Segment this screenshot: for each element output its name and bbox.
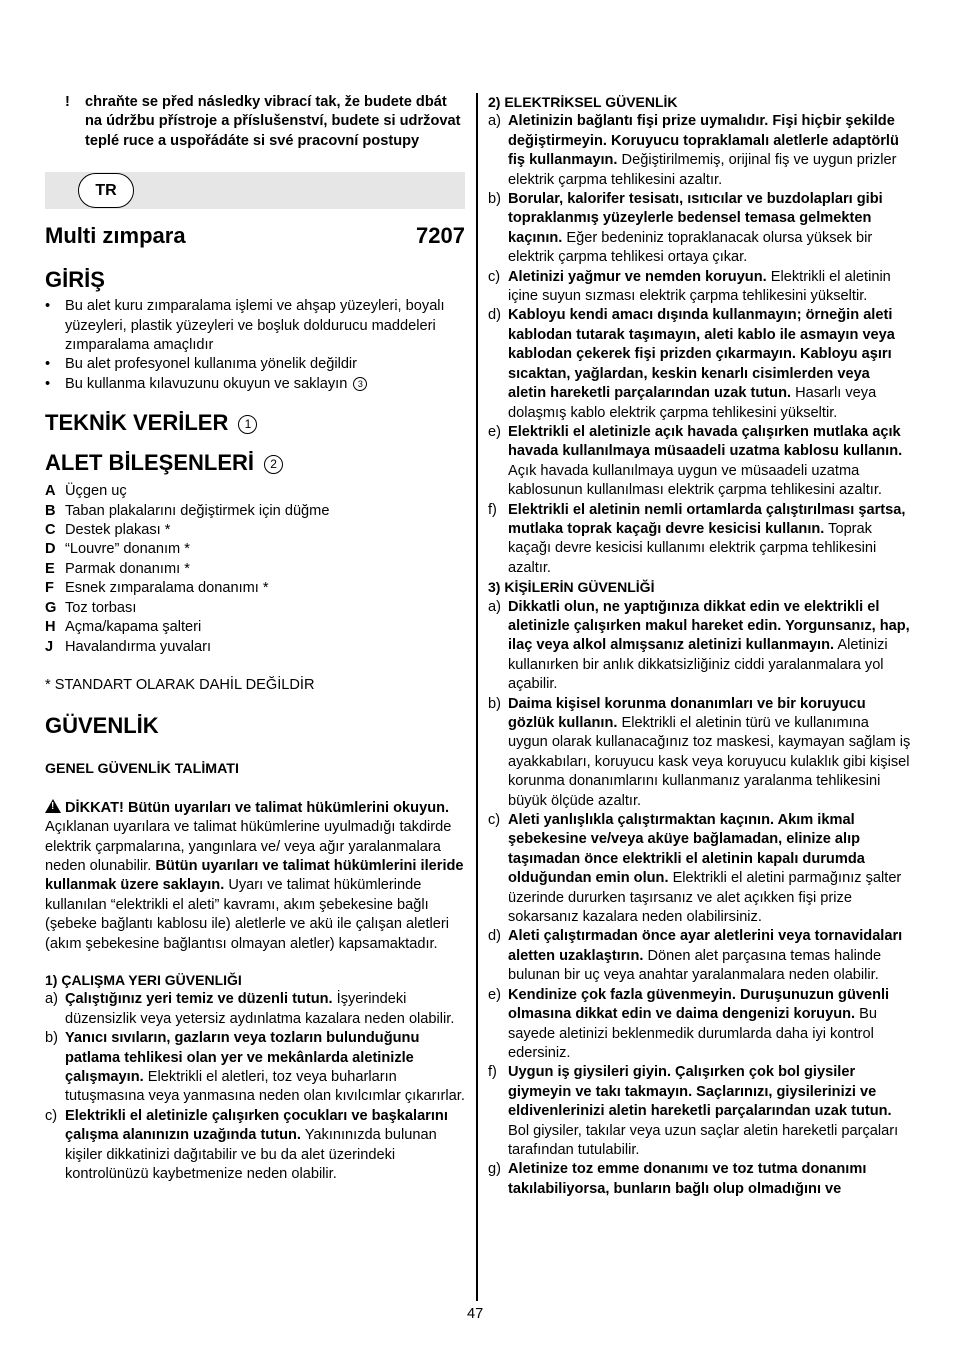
list-item: b) Daima kişisel korunma donanımları ve bir koruyucu gözlük kullanın. Elektrikli el aletinin türü ve kullanımına uygun olarak kullanacağınız toz maskesi, kaymayan sağlam iş ayakkabıları, koruyucu kask veya koruyucu kulaklık gibi kişisel korunma donanımlarını kullanmanız yaralanma tehlikesini büyük ölçüde azaltır. — [488, 695, 911, 809]
personal-safety-heading: 3) KİŞİLERİN GÜVENLİĞİ — [488, 579, 655, 596]
list-item: J Havalandırma yuvaları — [45, 638, 212, 655]
bullet-text: Bu alet kuru zımparalama işlemi ve ahşap yüzeyleri, boyalı yüzeyleri, plastik yüzeyleri ve boşluk doldurucu maddeleri zımparalama amaçlıdır — [65, 298, 445, 354]
language-badge: TR — [78, 173, 134, 208]
list-item: C Destek plakası * — [45, 522, 171, 539]
list-item: a) Aletinizin bağlantı fişi prize uymalıdır. Fişi hiçbir şekilde değiştirmeyin. Koruyucu topraklamalı aletlerle adaptörlü fiş kullanmayın. Değiştirilmemiş, orijinal fiş ve uygun prizler elektrik çarpma tehlikesini azaltır. — [488, 113, 899, 188]
product-title-row — [45, 221, 465, 251]
technical-data-heading: TEKNİK VERİLER 1 — [45, 408, 465, 438]
list-item: d) Aleti çalıştırmadan önce ayar aletlerini veya tornavidaları aletten uzaklaştırın. Dönen alet parçasına temas halinde bulunan bir uç veya anahtar yaralanmalara neden olabilir. — [488, 928, 903, 984]
list-item: c) Elektrikli el aletinizle çalışırken çocukları ve başkalarını çalışma alanınızın uzağında tutun. Yakınınızda bulunan kişiler dikkatinizi dağıtabilir ve bu da alet üzerindeki kontrolünüzü kaybetmenize neden olabilir. — [45, 1107, 448, 1183]
list-item: a) Çalıştığınız yeri temiz ve düzenli tutun. İşyerindeki düzensizlik veya yetersiz aydınlatma kazalara neden olabilir. — [45, 991, 455, 1027]
intro-heading: GİRİŞ — [45, 267, 105, 293]
intro-bullets — [45, 297, 465, 394]
list-item: H Açma/kapama şalteri — [45, 619, 202, 636]
list-item: F Esnek zımparalama donanımı * — [45, 580, 269, 597]
list-item: e) Elektrikli el aletinizle açık havada çalışırken mutlaka açık havada kullanılmaya müsaadeli uzatma kablosu kullanın. Açık havada kullanılmaya uygun ve müsaadeli uzatma kablosunun kullanılması elektrik çarpma tehlikesini azaltır. — [488, 423, 903, 499]
list-item: • Bu alet kuru zımparalama işlemi ve ahşap yüzeyleri, boyalı yüzeyleri, plastik yüzeyleri ve boşluk doldurucu maddeleri zımparalama amaçlıdır — [45, 297, 465, 355]
list-item: d) Kabloyu kendi amacı dışında kullanmayın; örneğin aleti kablodan tutarak taşımayın, aleti kablo ile asmayın veya kablodan çekerek fişi prizden çıkarmayın. Kabloyu aşırı sıcaktan, yağlardan, keskin kenarlı cisimlerden veya aletin hareketli parçalarından uzak tutun. Hasarlı veya dolaşmış kablo elektrik çarpma tehlikesini yükseltir. — [488, 307, 895, 421]
electrical-safety-heading: 2) ELEKTRİKSEL GÜVENLİK — [488, 94, 678, 110]
previous-note-text: chraňte se před následky vibrací tak, že budete dbát na údržbu přístroje a příslušenství, budete si udržovat teplé ruce a uspořádáte si své pracovní postupy — [85, 94, 461, 149]
list-item: E Parmak donanımı * — [45, 560, 190, 577]
safety-heading: GÜVENLİK — [45, 713, 159, 739]
components-heading: ALET BİLEŞENLERİ 2 — [45, 448, 465, 478]
list-item: f) Uygun iş giysileri giyin. Çalışırken çok bol giysiler giymeyin ve takı takmayın. Saçlarınızı, giysilerinizi ve eldivenlerinizi aletin hareketli parçalarından uzak tutun. Bol giysiler, takılar veya uzun saçlar aletin hareketli parçaları tarafından tutulabilir. — [488, 1064, 899, 1158]
product-name: Multi zımpara — [45, 223, 186, 249]
column-divider — [476, 93, 478, 1301]
language-bar — [45, 172, 465, 209]
list-item: f) Elektrikli el aletinin nemli ortamlarda çalıştırılması şartsa, mutlaka toprak kaçağı devre kesicisi kullanın. Toprak kaçağı devre kesicisi kullanımı elektrik çarpma tehlikesini azaltır. — [488, 501, 906, 576]
footnote: * STANDART OLARAK DAHİL DEĞİLDİR — [45, 676, 315, 693]
warning-triangle-icon — [45, 799, 61, 813]
figure-ref: 2 — [264, 455, 283, 474]
list-item: c) Aleti yanlışlıkla çalıştırmaktan kaçının. Akım ikmal şebekesine ve/veya aküye bağlamadan, elinize alıp taşımadan önce elektrikli el aletinin kapalı durumda olduğundan emin olun. Elektrikli el aletini parmağınız şalter üzerinde dururken taşırsanız ve alet açıkken fişi prize sokarsanız kazalara neden olabilirsiniz. — [488, 812, 902, 926]
previous-section-note — [65, 93, 465, 151]
product-model: 7207 — [416, 223, 465, 249]
list-item: g) Aletinize toz emme donanımı ve toz tutma donanımı takılabiliyorsa, bunların bağlı olup olmadığını ve — [488, 1161, 867, 1197]
list-item: G Toz torbası — [45, 599, 137, 616]
figure-ref: 1 — [238, 415, 257, 434]
bullet-text: Bu alet profesyonel kullanıma yönelik değildir — [65, 356, 358, 373]
bullet-text: Bu kullanma kılavuzunu okuyun ve saklayın — [65, 375, 348, 392]
figure-ref: 3 — [353, 377, 367, 391]
components-list — [45, 482, 465, 657]
page-number: 47 — [467, 1306, 484, 1322]
warning-paragraph: !DİKKAT! Bütün uyarıları ve talimat hükümlerini okuyun. Açıklanan uyarılara ve talimat hükümlerine uyulmadığı takdirde elektrik çarpmalarına, yangınlara ve/ veya ağır yaralanmalara neden olunabilir. Bütün uyarıları ve talimat hükümlerini ileride kullanmak üzere saklayın. Uyarı ve talimat hükümlerinde kullanılan “elektrikli el aleti” kavramı, akım şebekesine bağlı (şebeke bağlantı kablosu ile) aletlerle ve akü ile çalışan aletleri (akım şebekesine bağlantısı olmayan aletler) kapsamaktadır. — [45, 799, 465, 954]
general-safety-heading: GENEL GÜVENLİK TALİMATI — [45, 761, 239, 778]
list-item: a) Dikkatli olun, ne yaptığınıza dikkat edin ve elektrikli el aletinizle çalışırken makul hareket edin. Yorgunsanız, hap, ilaç veya alkol almışsanız aletinizi kullanmayın. Aletinizi kullanırken bir anlık dikkatsizliğiniz ciddi yaralanmalara yol açabilir. — [488, 598, 910, 693]
list-item: • Bu kullanma kılavuzunu okuyun ve saklayın 3 — [45, 375, 465, 394]
list-item: B Taban plakalarını değiştirmek için düğme — [45, 502, 330, 519]
list-item: b) Yanıcı sıvıların, gazların veya tozların bulunduğunu patlama tehlikesi olan yer ve mekânlarda aletinizle çalışmayın. Elektrikli el aletleri, toz veya buharların tutuşmasına veya yanmasına neden olan kıvılcımlar çıkarırlar. — [45, 1030, 465, 1105]
list-item: • Bu alet profesyonel kullanıma yönelik değildir — [45, 355, 465, 374]
list-item: D “Louvre” donanım * — [45, 541, 190, 558]
exclamation-mark: ! — [65, 94, 70, 110]
list-item: c) Aletinizi yağmur ve nemden koruyun. Elektrikli el aletinin içine suyun sızması elektrik çarpma tehlikesini yükseltir. — [488, 268, 891, 305]
work-area-heading: 1) ÇALIŞMA YERI GÜVENLIĞI — [45, 971, 242, 988]
list-item: b) Borular, kalorifer tesisatı, ısıtıcılar ve buzdolapları gibi topraklanmış yüzeylerle bedensel temasa gelmekten kaçının. Eğer bedeniniz topraklanacak olursa yüksek bir elektrik çarpma tehlikesi ortaya çıkar. — [488, 191, 883, 266]
list-item: e) Kendinize çok fazla güvenmeyin. Duruşunuzun güvenli olmasına dikkat edin ve daima dengenizi koruyun. Bu sayede aletinizi beklenmedik durumlarda daha iyi kontrol edersiniz. — [488, 986, 890, 1061]
left-column — [45, 93, 465, 1184]
list-item: A Üçgen uç — [45, 483, 127, 500]
right-column — [488, 93, 911, 1199]
